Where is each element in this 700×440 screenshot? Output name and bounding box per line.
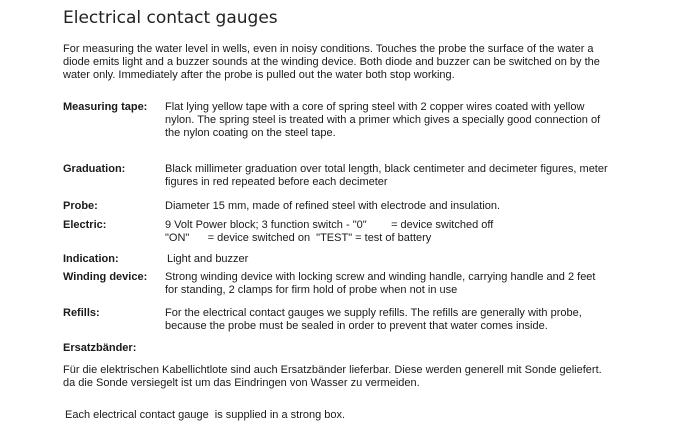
- winding-device-text: Strong winding device with locking screw and winding handle, carrying handle and 2 feet for standing, 2 clamps for firm hold of probe when not in use: [165, 271, 596, 296]
- electric-text: 9 Volt Power block; 3 function switch - "0" = device switched off "ON" = device switched on "TEST" = test of battery: [165, 219, 494, 244]
- graduation-label: Graduation:: [63, 163, 126, 175]
- winding-device-label: Winding device:: [63, 271, 148, 283]
- electric-label: Electric:: [63, 219, 107, 231]
- ersatzbaender-label: Ersatzbänder:: [63, 342, 137, 354]
- page-title: Electrical contact gauges: [63, 8, 278, 28]
- german-paragraph: Für die elektrischen Kabellichtlote sind auch Ersatzbänder lieferbar. Diese werden generell mit Sonde geliefert. da die Sonde versiegelt ist um das Eindringen von Wasser zu vermeiden.: [63, 364, 602, 389]
- footer-note: Each electrical contact gauge is supplied in a strong box.: [65, 409, 346, 421]
- indication-text: Light and buzzer: [167, 253, 249, 265]
- measuring-tape-text: Flat lying yellow tape with a core of spring steel with 2 copper wires coated with yellow nylon. The spring steel is treated with a primer which gives a specially good connection of the nylon coating on the steel tape.: [165, 101, 601, 139]
- graduation-text: Black millimeter graduation over total length, black centimeter and decimeter figures, meter figures in red repeated before each decimeter: [165, 163, 608, 188]
- probe-label: Probe:: [63, 200, 98, 212]
- refills-label: Refills:: [63, 307, 100, 319]
- probe-text: Diameter 15 mm, made of refined steel with electrode and insulation.: [165, 200, 501, 212]
- refills-text: For the electrical contact gauges we supply refills. The refills are generally with probe, because the probe must be sealed in order to prevent that water comes inside.: [165, 307, 582, 332]
- intro-paragraph: For measuring the water level in wells, even in noisy conditions. Touches the probe the surface of the water a diode emits light and a buzzer sounds at the winding device. Both diode and buzzer can be switched on by the water only. Immediately after the probe is pulled out the water both stop working.: [63, 43, 600, 81]
- indication-label: Indication:: [63, 253, 119, 265]
- measuring-tape-label: Measuring tape:: [63, 101, 148, 113]
